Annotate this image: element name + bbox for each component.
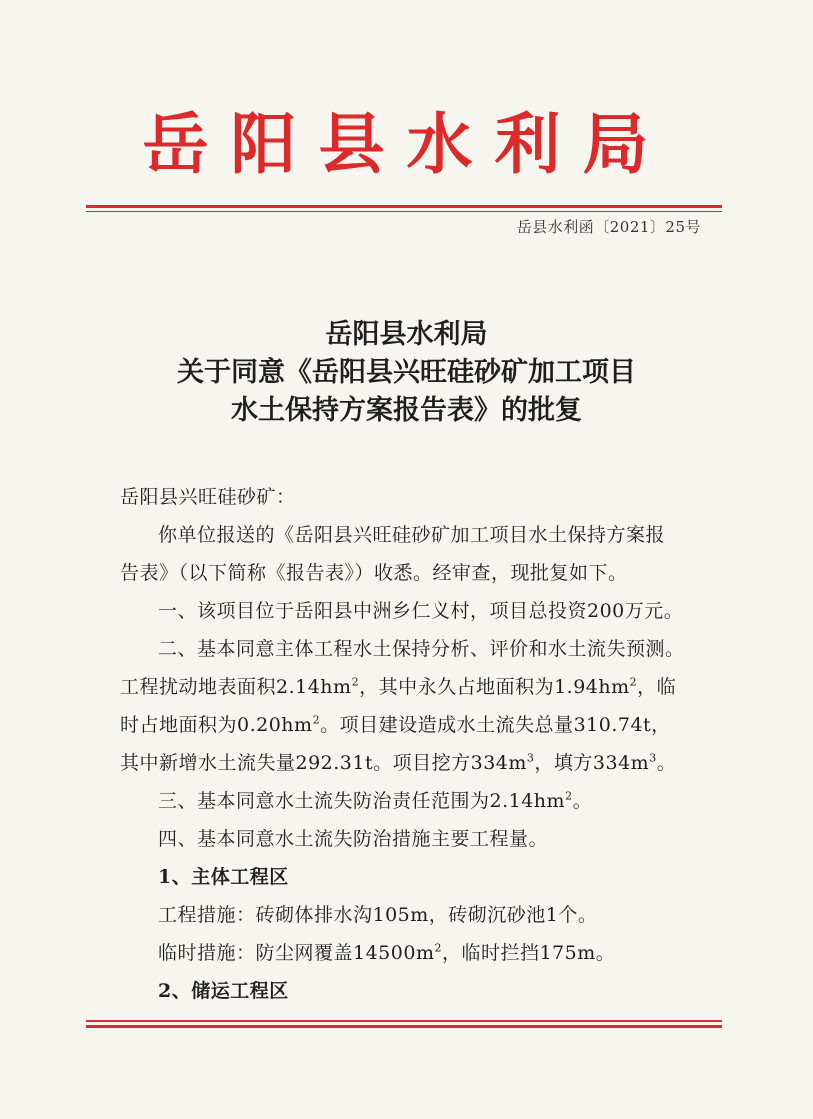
superscript: 2 (434, 941, 442, 955)
letterhead-rule-thick (86, 205, 722, 208)
section-2-heading: 2、储运工程区 (158, 980, 289, 1002)
item-2-text: 其中新增水土流失量292.31t。项目挖方334m (120, 752, 527, 774)
item-2-line-2 (120, 668, 710, 706)
superscript: 2 (565, 789, 573, 803)
intro-line-2: 告表》（以下简称《报告表》）收悉。经审查，现批复如下。 (120, 562, 628, 584)
superscript: 3 (526, 751, 535, 765)
section-1-text: 临时措施：防尘网覆盖14500m (158, 942, 435, 964)
document-body (120, 478, 710, 1010)
letterhead-title: 岳阳县水利局 (142, 105, 671, 183)
letterhead-rule-thin (86, 211, 722, 212)
title-line-2: 关于同意《岳阳县兴旺硅砂矿加工项目 (177, 357, 636, 388)
item-2-text: ，临 (637, 676, 677, 698)
item-3 (120, 782, 710, 820)
item-2-text: ，其中永久占地面积为1.94hm (359, 676, 630, 698)
item-4: 四、基本同意水土流失防治措施主要工程量。 (158, 828, 549, 850)
item-3-text: 。 (572, 790, 593, 812)
document-title (0, 316, 813, 430)
item-2-text: 工程扰动地表面积2.14hm (120, 676, 352, 698)
section-1-temporary (120, 934, 710, 972)
item-2-line-4 (120, 744, 710, 782)
recipient: 岳阳县兴旺硅砂矿： (120, 486, 296, 508)
item-2-line-3 (120, 706, 710, 744)
superscript: 2 (629, 675, 638, 689)
item-2-line-1: 二、基本同意主体工程水土保持分析、评价和水土流失预测。 (158, 638, 685, 660)
item-2-text: 时占地面积为0.20hm (120, 714, 313, 736)
footer-rule-thick (86, 1025, 722, 1028)
item-2-text: 。 (656, 752, 677, 774)
superscript: 3 (649, 751, 657, 765)
item-2-text: ，填方334m (534, 752, 650, 774)
section-1-text: ，临时拦挡175m。 (441, 942, 616, 964)
item-2-text: 。项目建设造成水土流失总量310.74t， (320, 714, 671, 736)
intro-line-1: 你单位报送的《岳阳县兴旺硅砂矿加工项目水土保持方案报 (158, 524, 666, 546)
title-line-1: 岳阳县水利局 (325, 319, 488, 350)
title-line-3: 水土保持方案报告表》的批复 (231, 395, 582, 426)
superscript: 2 (312, 713, 321, 727)
superscript: 2 (351, 675, 360, 689)
item-3-text: 三、基本同意水土流失防治责任范围为2.14hm (158, 790, 566, 812)
footer-rule-thin (86, 1020, 722, 1022)
section-1-heading: 1、主体工程区 (158, 866, 289, 888)
item-1: 一、该项目位于岳阳县中洲乡仁义村，项目总投资200万元。 (158, 600, 684, 622)
section-1-engineering: 工程措施：砖砌体排水沟105m，砖砌沉砂池1个。 (158, 904, 598, 926)
document-number: 岳县水利函〔2021〕25号 (516, 218, 701, 236)
